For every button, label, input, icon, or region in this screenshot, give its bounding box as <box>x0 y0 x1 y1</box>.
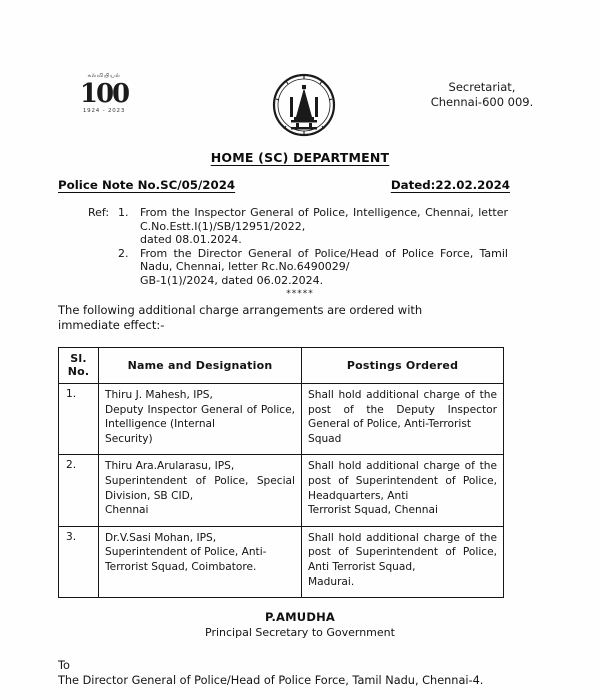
officer-name: Thiru J. Mahesh, IPS, <box>105 389 213 401</box>
reference-item-last-line: GB-1(1)/2024, dated 06.02.2024. <box>140 273 324 287</box>
posting-text: Shall hold additional charge of the post of Superintendent of Police, Headquarters, Anti <box>308 460 497 502</box>
centenary-logo <box>68 74 140 114</box>
signatory-name: P.AMUDHA <box>264 610 336 624</box>
row-serial-number: 3. <box>59 526 99 597</box>
secretariat-address-line-2: Chennai-600 009. <box>430 94 534 109</box>
centenary-logo-tamil-caption: கல்வியியல் <box>87 73 121 79</box>
reference-item-text <box>140 247 508 288</box>
posting-text: Shall hold additional charge of the post of Superintendent of Police, Anti Terrorist Squad, <box>308 531 497 573</box>
table-header-row <box>59 348 504 384</box>
intro-line-1: The following additional charge arrangements are ordered with <box>58 303 423 317</box>
row-name-designation <box>99 384 302 455</box>
row-posting-ordered <box>302 526 504 597</box>
note-number-row <box>58 178 560 192</box>
addressee-to-label: To <box>58 659 70 672</box>
addressee-name: The Director General of Police/Head of Police Force, Tamil Nadu, Chennai-4. <box>58 674 484 687</box>
officer-name: Dr.V.Sasi Mohan, IPS, <box>105 531 217 544</box>
intro-line-2: immediate effect:- <box>58 318 165 332</box>
reference-item-body: From the Inspector General of Police, Intelligence, Chennai, letter C.No.Estt.I(1)/SB/12951/2022, <box>140 206 508 233</box>
row-serial-number: 2. <box>59 455 99 526</box>
posting-text-end: Squad <box>308 432 342 445</box>
tamil-nadu-state-emblem-icon <box>272 73 336 137</box>
officer-designation-end: Security) <box>105 432 153 445</box>
officer-designation-end: Terrorist Squad, Coimbatore. <box>105 560 257 573</box>
column-header-sl-no-line-1: Sl. <box>70 352 87 365</box>
row-posting-ordered <box>302 384 504 455</box>
reference-item-body: From the Director General of Police/Head of Police Force, Tamil Nadu, Chennai, letter Rc.No.6490029/ <box>140 246 508 274</box>
note-date: Dated:22.02.2024 <box>390 178 510 192</box>
signatory-designation: Principal Secretary to Government <box>205 626 395 639</box>
reference-item <box>88 247 508 288</box>
centenary-logo-mark: 100 <box>79 78 129 109</box>
reference-item-number: 2. <box>118 246 129 260</box>
centenary-logo-years: 1924 - 2023 <box>82 107 126 114</box>
officer-designation: Superintendent of Police, Anti- <box>105 546 267 559</box>
department-title: HOME (SC) DEPARTMENT <box>210 150 390 165</box>
officer-designation-end: Chennai <box>105 504 149 517</box>
postings-order-table <box>58 347 504 598</box>
column-header-sl-no-line-2: No. <box>67 365 90 378</box>
secretariat-address <box>392 80 572 109</box>
reference-item-number: 1. <box>118 206 129 219</box>
column-header-name-designation: Name and Designation <box>99 348 302 384</box>
reference-block <box>88 206 508 288</box>
intro-paragraph <box>58 303 478 333</box>
addressee-block <box>58 658 483 688</box>
police-note-number: Police Note No.SC/05/2024 <box>58 178 236 192</box>
reference-item-text <box>140 206 508 247</box>
table-row <box>59 526 504 597</box>
secretariat-address-line-1: Secretariat, <box>448 80 516 94</box>
row-serial-number: 1. <box>59 384 99 455</box>
reference-label: Ref: <box>88 206 110 219</box>
officer-name: Thiru Ara.Arularasu, IPS, <box>105 460 235 473</box>
table-row <box>59 384 504 455</box>
row-posting-ordered <box>302 455 504 526</box>
document-header <box>0 0 600 114</box>
section-separator: ***** <box>286 289 314 299</box>
posting-text: Shall hold additional charge of the post of the Deputy Inspector General of Police, Anti-Terrorist <box>308 389 497 431</box>
column-header-postings-ordered: Postings Ordered <box>302 348 504 384</box>
reference-item-last-line: dated 08.01.2024. <box>140 233 242 247</box>
officer-designation: Deputy Inspector General of Police, Intelligence (Internal <box>105 403 295 431</box>
posting-text-end: Madurai. <box>308 575 355 588</box>
table-row <box>59 455 504 526</box>
reference-item <box>88 206 508 247</box>
posting-text-end: Terrorist Squad, Chennai <box>308 504 438 517</box>
signature-block <box>0 610 600 639</box>
officer-designation: Superintendent of Police, Special Division, SB CID, <box>105 474 295 502</box>
row-name-designation <box>99 526 302 597</box>
column-header-sl-no <box>59 348 99 384</box>
row-name-designation <box>99 455 302 526</box>
